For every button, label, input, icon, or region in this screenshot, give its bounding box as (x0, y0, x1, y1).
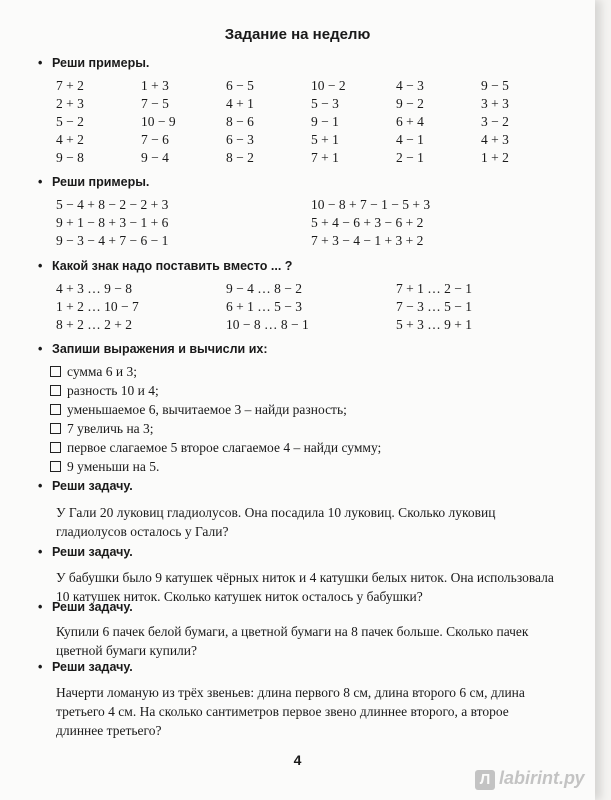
expression-item: 9 + 1 − 8 + 3 − 1 + 6 (56, 215, 169, 230)
example-item: 6 − 3 (226, 132, 254, 147)
watermark: Л labirint.ру (475, 768, 585, 790)
checkbox-icon (50, 404, 61, 415)
comparison-item: 8 + 2 … 2 + 2 (56, 317, 132, 332)
checklist-item-text: разность 10 и 4; (67, 383, 159, 398)
expression-checklist (50, 362, 381, 476)
exercise-grid-1 (56, 77, 566, 167)
example-item: 5 − 2 (56, 114, 84, 129)
example-item: 3 + 3 (481, 96, 509, 111)
labirint-logo-icon: Л (475, 770, 495, 790)
task-heading-1: • Реши примеры. (38, 56, 150, 70)
example-item: 6 − 5 (226, 78, 254, 93)
example-item: 7 + 1 (311, 150, 339, 165)
example-item: 7 − 5 (141, 96, 169, 111)
checklist-item (50, 362, 381, 381)
example-item: 2 − 1 (396, 150, 424, 165)
comparison-item: 4 + 3 … 9 − 8 (56, 281, 132, 296)
comparison-item: 7 − 3 … 5 − 1 (396, 299, 472, 314)
problem-7-text: Купили 6 пачек белой бумаги, а цветной бумаги на 8 пачек больше. Сколько пачек цветной бумаги купили? (56, 624, 529, 658)
comparison-item: 10 − 8 … 8 − 1 (226, 317, 309, 332)
expression-item: 9 − 3 − 4 + 7 − 6 − 1 (56, 233, 169, 248)
task-heading-8: • Реши задачу. (38, 660, 133, 674)
comparison-item: 7 + 1 … 2 − 1 (396, 281, 472, 296)
checklist-item-text: 9 уменьши на 5. (67, 459, 160, 474)
page-number: 4 (293, 752, 302, 768)
checklist-item-text: сумма 6 и 3; (67, 364, 137, 379)
checkbox-icon (50, 442, 61, 453)
checkbox-icon (50, 423, 61, 434)
checklist-item-text: первое слагаемое 5 второе слагаемое 4 – найди сумму; (67, 440, 382, 455)
checklist-item (50, 419, 381, 438)
checkbox-icon (50, 385, 61, 396)
expression-item: 5 + 4 − 6 + 3 − 6 + 2 (311, 215, 424, 230)
example-item: 10 − 9 (141, 114, 176, 129)
task-heading-5: • Реши задачу. (38, 479, 133, 493)
checklist-item (50, 438, 381, 457)
example-item: 1 + 2 (481, 150, 509, 165)
task-heading-4: • Запиши выражения и вычисли их: (38, 342, 268, 356)
task-heading-7: • Реши задачу. (38, 600, 133, 614)
problem-5-text: У Гали 20 луковиц гладиолусов. Она посадила 10 луковиц. Сколько луковиц гладиолусов осталось у Гали? (56, 505, 496, 539)
comparison-item: 1 + 2 … 10 − 7 (56, 299, 139, 314)
expression-item: 5 − 4 + 8 − 2 − 2 + 3 (56, 197, 169, 212)
expression-item: 10 − 8 + 7 − 1 − 5 + 3 (311, 197, 431, 212)
checklist-item-text: 7 увеличь на 3; (67, 421, 154, 436)
example-item: 10 − 2 (311, 78, 346, 93)
example-item: 8 − 6 (226, 114, 254, 129)
example-item: 8 − 2 (226, 150, 254, 165)
example-item: 7 − 6 (141, 132, 169, 147)
example-item: 5 + 1 (311, 132, 339, 147)
exercise-grid-2 (56, 196, 571, 250)
problem-8-text: Начерти ломаную из трёх звеньев: длина первого 8 см, длина второго 6 см, длина третьего 4 см. На сколько сантиметров первое звено длиннее второго, а второе длиннее третьего? (56, 685, 525, 738)
page-title: Задание на неделю (224, 26, 371, 43)
checklist-item (50, 457, 381, 476)
checklist-item (50, 400, 381, 419)
task-heading-2: • Реши примеры. (38, 175, 150, 189)
comparison-item: 6 + 1 … 5 − 3 (226, 299, 302, 314)
comparison-item: 5 + 3 … 9 + 1 (396, 317, 472, 332)
task-heading-6: • Реши задачу. (38, 545, 133, 559)
checkbox-icon (50, 461, 61, 472)
example-item: 4 + 1 (226, 96, 254, 111)
example-item: 4 − 1 (396, 132, 424, 147)
example-item: 6 + 4 (396, 114, 424, 129)
example-item: 3 − 2 (481, 114, 509, 129)
example-item: 2 + 3 (56, 96, 84, 111)
checklist-item-text: уменьшаемое 6, вычитаемое 3 – найди разность; (67, 402, 347, 417)
example-item: 9 − 4 (141, 150, 169, 165)
example-item: 9 − 2 (396, 96, 424, 111)
example-item: 4 + 2 (56, 132, 84, 147)
problem-6-text: У бабушки было 9 катушек чёрных ниток и 4 катушки белых ниток. Она использовала 10 катушек ниток. Сколько катушек ниток осталось у бабушки? (56, 570, 554, 604)
example-item: 4 − 3 (396, 78, 424, 93)
example-item: 1 + 3 (141, 78, 169, 93)
comparison-item: 9 − 4 … 8 − 2 (226, 281, 302, 296)
example-item: 7 + 2 (56, 78, 84, 93)
example-item: 9 − 5 (481, 78, 509, 93)
checkbox-icon (50, 366, 61, 377)
checklist-item (50, 381, 381, 400)
expression-item: 7 + 3 − 4 − 1 + 3 + 2 (311, 233, 424, 248)
example-item: 9 − 8 (56, 150, 84, 165)
exercise-grid-3 (56, 280, 566, 334)
example-item: 5 − 3 (311, 96, 339, 111)
example-item: 9 − 1 (311, 114, 339, 129)
task-heading-3: • Какой знак надо поставить вместо ... ? (38, 259, 293, 273)
example-item: 4 + 3 (481, 132, 509, 147)
